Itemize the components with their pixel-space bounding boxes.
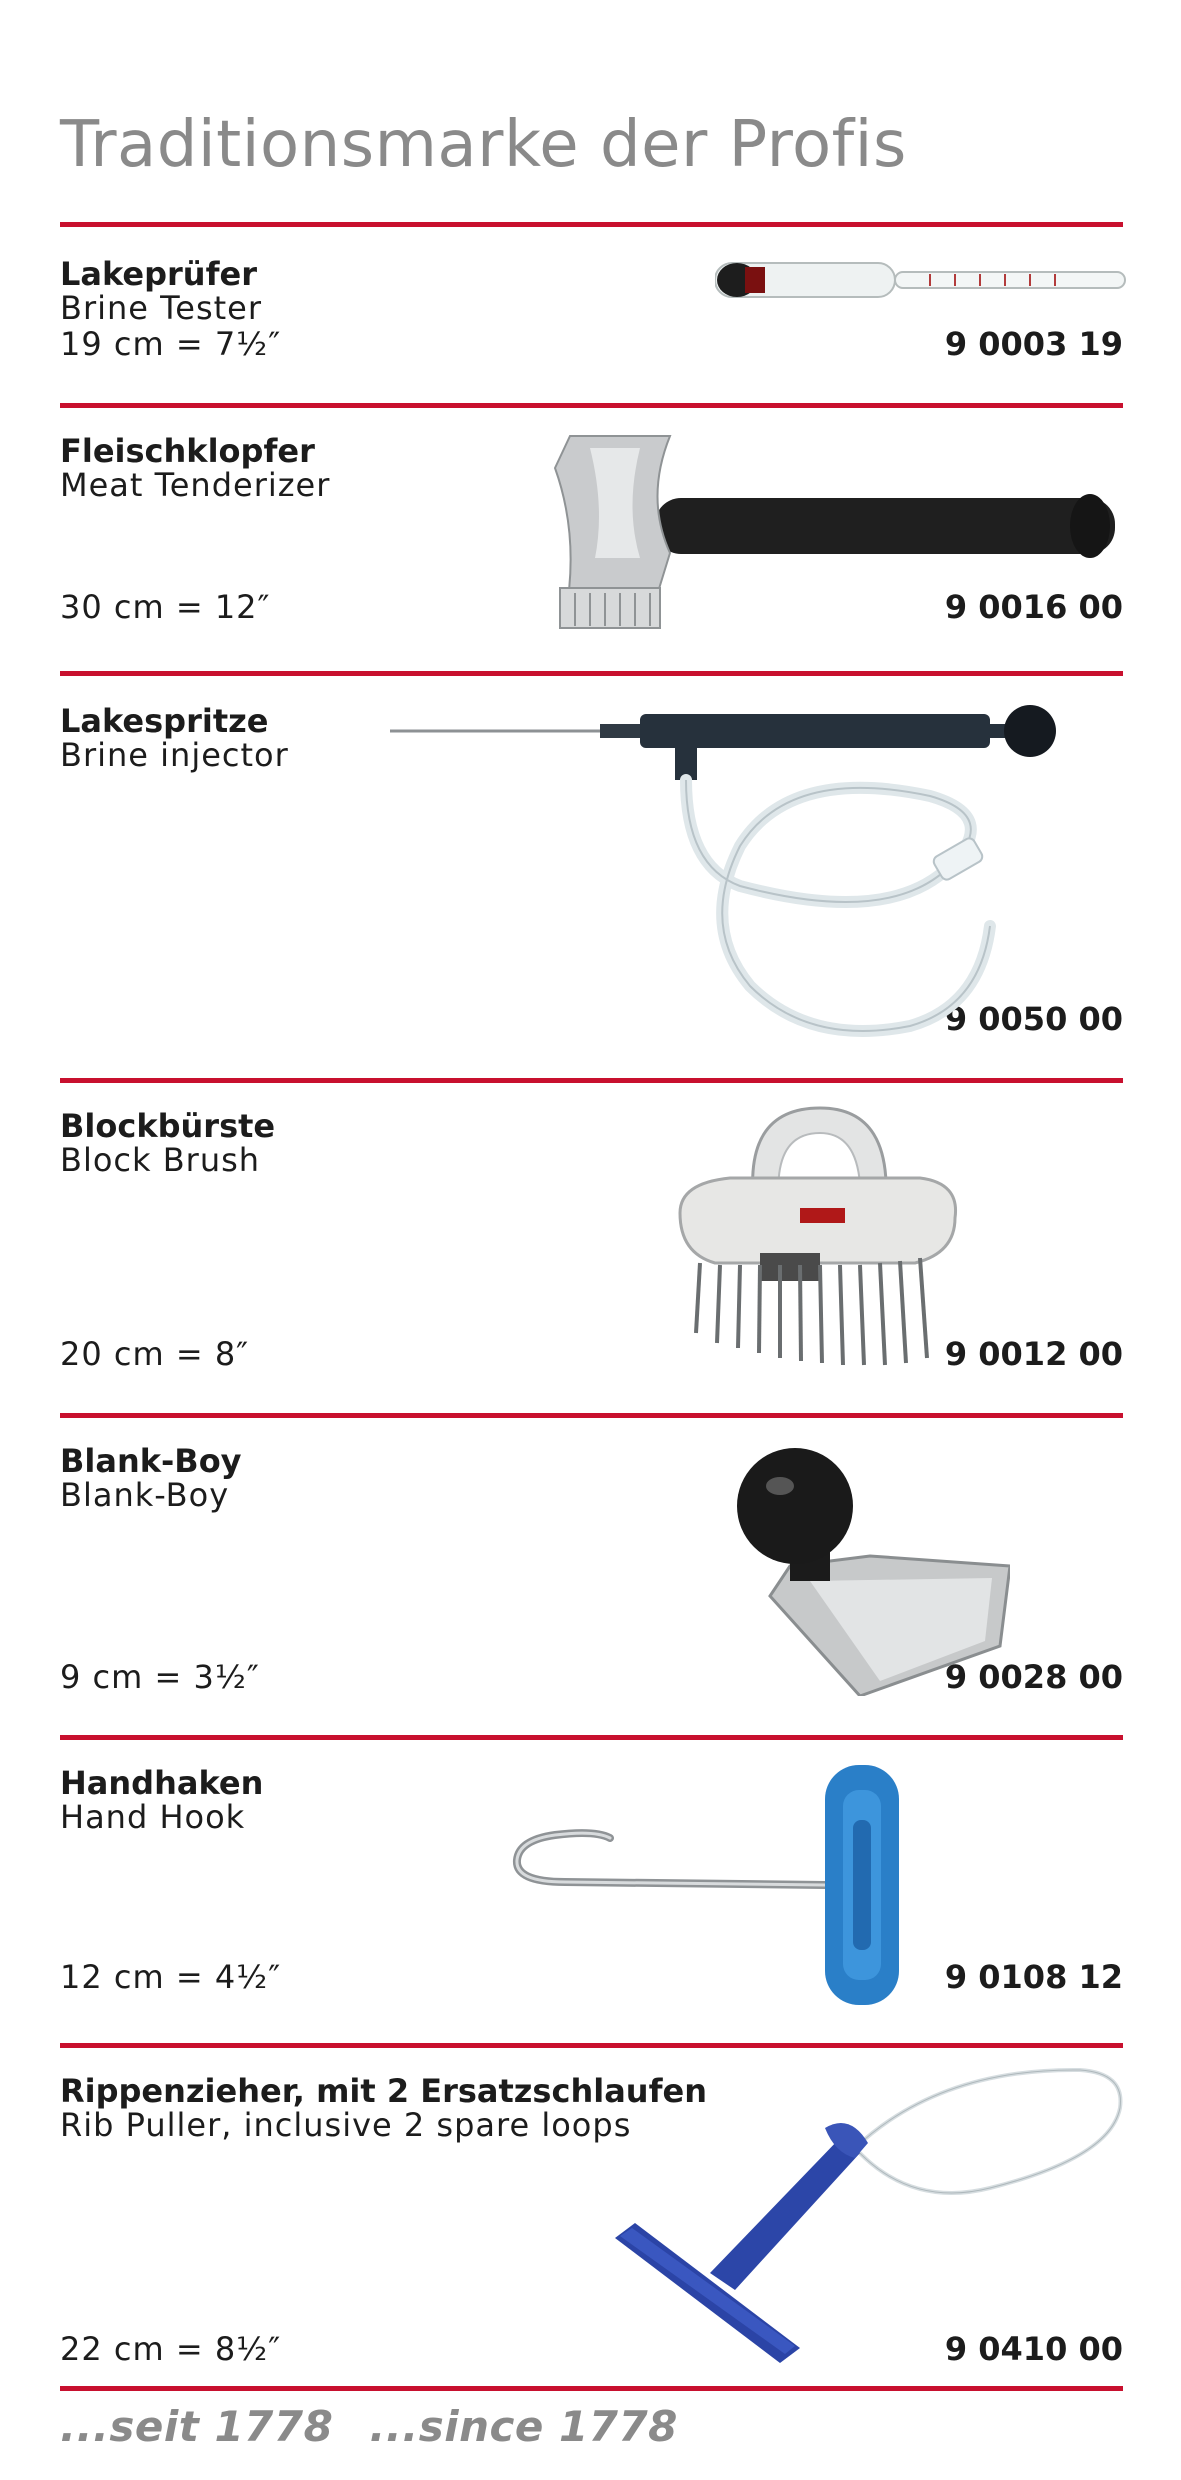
footer-tagline [60,2402,714,2451]
product-number: 9 0003 19 [944,325,1123,363]
product-size: 12 cm = 4½″ [60,1958,282,1996]
product-name: Blank-Boy [60,1442,242,1480]
product-rib-puller [0,2048,1181,2388]
product-number: 9 0050 00 [944,1000,1123,1038]
footer-tagline-de: ...seit 1778 [60,2402,334,2451]
product-name: Fleischklopfer [60,432,315,470]
product-subtitle: Meat Tenderizer [60,466,331,504]
product-number: 9 0028 00 [944,1658,1123,1696]
product-name: Handhaken [60,1764,264,1802]
page-title: Traditionsmarke der Profis [60,108,907,182]
product-block-brush [0,1083,1181,1416]
product-name: Blockbürste [60,1107,276,1145]
hand-hook-icon [505,1760,925,2010]
product-subtitle: Blank-Boy [60,1476,230,1514]
product-subtitle: Hand Hook [60,1798,246,1836]
meat-tenderizer-icon [545,428,1125,638]
product-number: 9 0012 00 [944,1335,1123,1373]
blank-boy-icon [730,1446,1010,1696]
product-subtitle: Block Brush [60,1141,261,1179]
rib-puller-icon [610,2058,1130,2378]
product-meat-tenderizer [0,408,1181,674]
product-number: 9 0108 12 [944,1958,1123,1996]
product-size: 20 cm = 8″ [60,1335,250,1373]
product-size: 22 cm = 8½″ [60,2330,282,2368]
product-number: 9 0016 00 [944,588,1123,626]
brine-injector-icon [390,696,1070,1066]
product-size: 19 cm = 7½″ [60,325,282,363]
product-name: Rippenzieher, mit 2 Ersatzschlaufen [60,2072,707,2110]
product-name: Lakeprüfer [60,255,257,293]
product-name: Lakespritze [60,702,269,740]
product-brine-injector [0,676,1181,1081]
product-size: 30 cm = 12″ [60,588,271,626]
divider [60,2386,1123,2391]
footer-tagline-en: ...since 1778 [369,2402,678,2451]
product-subtitle: Rib Puller, inclusive 2 spare loops [60,2106,632,2144]
product-number: 9 0410 00 [944,2330,1123,2368]
product-hand-hook [0,1740,1181,2045]
product-subtitle: Brine Tester [60,289,262,327]
product-brine-tester [0,227,1181,405]
brine-tester-icon [715,257,1130,307]
block-brush-icon [670,1103,970,1383]
product-blank-boy [0,1418,1181,1738]
product-subtitle: Brine injector [60,736,289,774]
product-size: 9 cm = 3½″ [60,1658,260,1696]
